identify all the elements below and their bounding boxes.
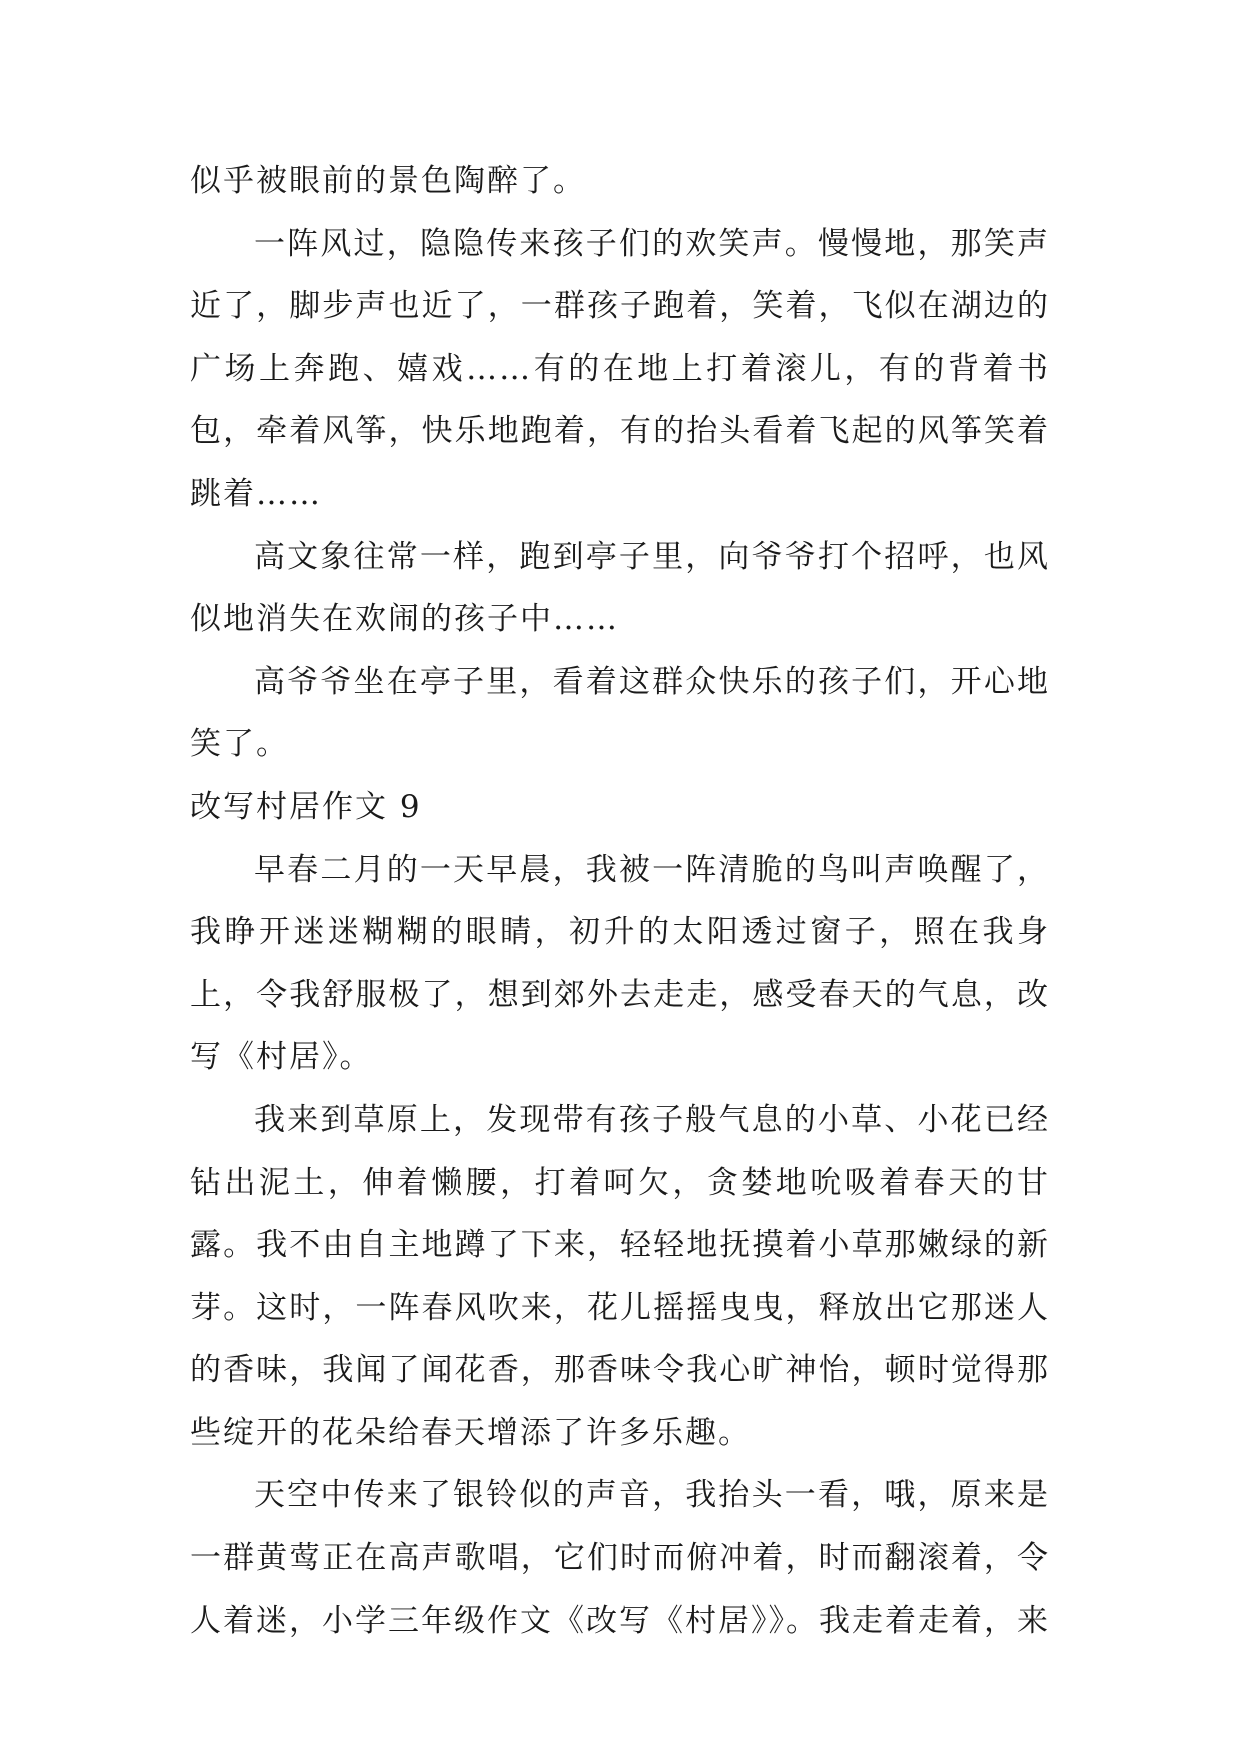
paragraph: 天空中传来了银铃似的声音，我抬头一看，哦，原来是一群黄莺正在高声歌唱，它们时而俯冲着，时而翻滚着，令人着迷，小学三年级作文《改写《村居》》。我走着走着，来 [190, 1477, 1050, 1639]
paragraph: 一阵风过，隐隐传来孩子们的欢笑声。慢慢地，那笑声近了，脚步声也近了，一群孩子跑着，笑着，飞似在湖边的广场上奔跑、嬉戏……有的在地上打着滚儿，有的背着书包，牵着风筝，快乐地跑着，有的抬头看着飞起的风筝笑着跳着…… [190, 225, 1050, 512]
paragraph: 早春二月的一天早晨，我被一阵清脆的鸟叫声唤醒了，我睁开迷迷糊糊的眼睛，初升的太阳透过窗子，照在我身上，令我舒服极了，想到郊外去走走，感受春天的气息，改写《村居》。 [190, 851, 1050, 1076]
section-title: 改写村居作文 9 [190, 788, 422, 825]
paragraph: 高文象往常一样，跑到亭子里，向爷爷打个招呼，也风似地消失在欢闹的孩子中…… [190, 538, 1050, 638]
paragraph: 我来到草原上，发现带有孩子般气息的小草、小花已经钻出泥土，伸着懒腰，打着呵欠，贪婪地吮吸着春天的甘露。我不由自主地蹲了下来，轻轻地抚摸着小草那嫩绿的新芽。这时，一阵春风吹来，花儿摇摇曳曳，释放出它那迷人的香味，我闻了闻花香，那香味令我心旷神怡，顿时觉得那些绽开的花朵给春天增添了许多乐趣。 [190, 1101, 1050, 1451]
paragraph: 高爷爷坐在亭子里，看着这群众快乐的孩子们，开心地笑了。 [190, 663, 1050, 763]
document-body [190, 150, 1050, 1652]
paragraph: 似乎被眼前的景色陶醉了。 [190, 163, 586, 199]
